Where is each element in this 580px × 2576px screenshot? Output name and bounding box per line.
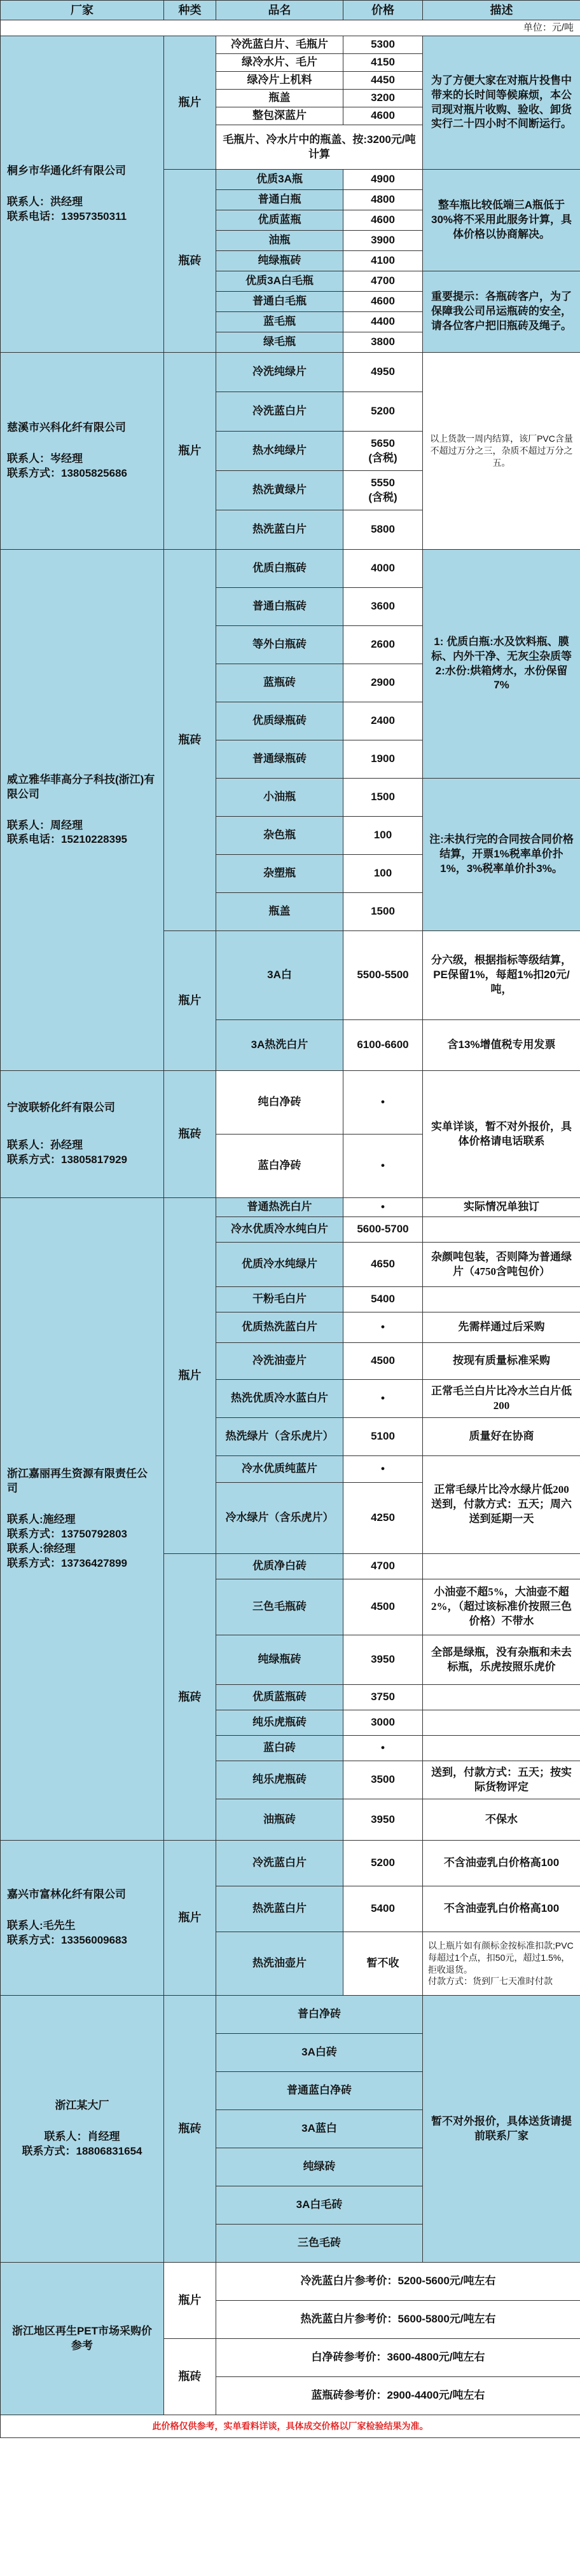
kind-label: 瓶片 — [164, 931, 216, 1071]
product-price: 4650 — [343, 1243, 423, 1287]
col-price: 价格 — [343, 1, 423, 20]
product-name: 等外白瓶砖 — [216, 626, 343, 664]
product-price: 4950 — [343, 353, 423, 392]
factory-market-reference: 浙江地区再生PET市场采购价参考 — [1, 2263, 164, 2415]
product-name: 热洗优质冷水蓝白片 — [216, 1380, 343, 1418]
product-price: 5500-5500 — [343, 931, 423, 1020]
desc-cell: 杂颜吨包装，否则降为普通绿片（4750含吨包价） — [423, 1243, 580, 1287]
product-price: 3200 — [343, 90, 423, 107]
product-name: 纯乐虎瓶砖 — [216, 1761, 343, 1799]
header-row — [1, 1, 580, 20]
product-name: 三色毛瓶砖 — [216, 1579, 343, 1635]
product-name: 冷洗油壶片 — [216, 1343, 343, 1380]
kind-label: 瓶片 — [164, 353, 216, 550]
desc-cell — [423, 1710, 580, 1736]
product-name: 3A热洗白片 — [216, 1020, 343, 1071]
product-price: 5200 — [343, 392, 423, 432]
desc-cell: 分六级，根据指标等级结算，PE保留1%，每超1%扣20元/吨， — [423, 931, 580, 1020]
reference-price: 白净砖参考价：3600-4800元/吨左右 — [216, 2339, 580, 2377]
product-price: 4000 — [343, 550, 423, 588]
product-name: 瓶盖 — [216, 893, 343, 931]
product-name: 热洗蓝白片 — [216, 1886, 343, 1932]
product-price: 5650 (含税) — [343, 432, 423, 471]
product-note: 毛瓶片、冷水片中的瓶盖、按:3200元/吨计算 — [216, 125, 423, 170]
desc-cell: 重要提示：各瓶砖客户，为了保障我公司吊运瓶砖的安全，请各位客户把旧瓶砖及绳子。 — [423, 271, 580, 353]
desc-cell: 整车瓶比较低端三A瓶低于30%将不采用此服务计算，具体价格以协商解决。 — [423, 170, 580, 271]
kind-label: 瓶砖 — [164, 170, 216, 353]
desc-cell: 全部是绿瓶，没有杂瓶和未去标瓶，乐虎按照乐虎价 — [423, 1635, 580, 1685]
product-name: 普白净砖 — [216, 1996, 423, 2034]
product-price: 5400 — [343, 1886, 423, 1932]
kind-label: 瓶砖 — [164, 2339, 216, 2415]
product-price: 4600 — [343, 210, 423, 231]
product-name: 普通热洗白片 — [216, 1198, 343, 1217]
product-price: 3600 — [343, 588, 423, 626]
kind-label: 瓶砖 — [164, 1554, 216, 1841]
product-price: 4700 — [343, 1554, 423, 1579]
product-name: 优质绿瓶砖 — [216, 702, 343, 740]
product-price: 1500 — [343, 893, 423, 931]
factory-veolia: 威立雅华菲高分子科技(浙江)有限公司 联系人：周经理 联系电话：15210228395 — [1, 550, 164, 1071]
product-name: 绿毛瓶 — [216, 332, 343, 353]
product-price: 3000 — [343, 1710, 423, 1736]
product-name: 3A蓝白 — [216, 2110, 423, 2148]
product-price: 暂不收 — [343, 1932, 423, 1996]
product-name: 优质3A瓶 — [216, 170, 343, 190]
product-name: 油瓶 — [216, 231, 343, 251]
product-name: 优质热洗蓝白片 — [216, 1312, 343, 1343]
desc-cell — [423, 1736, 580, 1761]
desc-cell: 先需样通过后采购 — [423, 1312, 580, 1343]
col-product: 品名 — [216, 1, 343, 20]
product-name: 优质净白砖 — [216, 1554, 343, 1579]
factory-fulin: 嘉兴市富林化纤有限公司 联系人:毛先生 联系方式：13356009683 — [1, 1841, 164, 1996]
factory-zhejiang-big: 浙江某大厂 联系人：肖经理 联系方式：18806831654 — [1, 1996, 164, 2263]
product-name: 热洗油壶片 — [216, 1932, 343, 1996]
product-name: 优质白瓶砖 — [216, 550, 343, 588]
product-price: 4600 — [343, 292, 423, 312]
footer-disclaimer: 此价格仅供参考，实单看料详谈，具体成交价格以厂家检验结果为准。 — [1, 2415, 580, 2438]
product-name: 纯绿瓶砖 — [216, 251, 343, 271]
product-price: 4450 — [343, 72, 423, 90]
product-name: 冷洗蓝白片、毛瓶片 — [216, 36, 343, 54]
product-price: 2900 — [343, 664, 423, 702]
product-price: 3950 — [343, 1799, 423, 1841]
product-name: 干粉毛白片 — [216, 1287, 343, 1312]
product-price: 3750 — [343, 1685, 423, 1710]
product-name: 冷洗蓝白片 — [216, 1841, 343, 1886]
product-name: 蓝毛瓶 — [216, 312, 343, 332]
desc-cell: 小油壶不超5%，大油壶不超2%，（超过该标准价按照三色价格）不带水 — [423, 1579, 580, 1635]
product-price: • — [343, 1135, 423, 1198]
product-price: 4500 — [343, 1343, 423, 1380]
desc-cell: 注:未执行完的合同按合同价格结算，开票1%税率单价扑1%，3%税率单价扑3%。 — [423, 779, 580, 931]
col-kind: 种类 — [164, 1, 216, 20]
product-price: • — [343, 1198, 423, 1217]
product-name: 冷洗蓝白片 — [216, 392, 343, 432]
desc-cell: 正常毛兰白片比冷水兰白片低200 — [423, 1380, 580, 1418]
product-name: 蓝白砖 — [216, 1736, 343, 1761]
product-price: 5300 — [343, 36, 423, 54]
product-price: 3900 — [343, 231, 423, 251]
product-name: 3A白毛砖 — [216, 2186, 423, 2225]
product-name: 优质3A白毛瓶 — [216, 271, 343, 292]
product-price: 3500 — [343, 1761, 423, 1799]
desc-cell: 质量好在协商 — [423, 1418, 580, 1456]
product-price: 4500 — [343, 1579, 423, 1635]
desc-cell: 以上瓶片如有颜标金按标准扣款;PVC每超过1个点，扣50元，超过1.5%，拒收退货。 付款方式：货到厂七天准时付款 — [423, 1932, 580, 1996]
product-name: 油瓶砖 — [216, 1799, 343, 1841]
kind-label: 瓶片 — [164, 1841, 216, 1996]
desc-cell: 为了方便大家在对瓶片投售中带来的长时间等候麻烦，本公司现对瓶片收购、验收、卸货实行二十四小时不间断运行。 — [423, 36, 580, 170]
product-name: 绿冷水片、毛片 — [216, 54, 343, 72]
product-price: 3800 — [343, 332, 423, 353]
desc-cell: 按现有质量标准采购 — [423, 1343, 580, 1380]
product-name: 三色毛砖 — [216, 2225, 423, 2263]
product-price: 100 — [343, 855, 423, 893]
desc-cell — [423, 1217, 580, 1243]
desc-cell: 含13%增值税专用发票 — [423, 1020, 580, 1071]
product-name: 热洗绿片（含乐虎片） — [216, 1418, 343, 1456]
product-price: 4400 — [343, 312, 423, 332]
product-price: 1900 — [343, 740, 423, 779]
product-name: 普通白瓶 — [216, 190, 343, 210]
product-name: 优质蓝瓶砖 — [216, 1685, 343, 1710]
product-price: 4600 — [343, 107, 423, 125]
product-name: 杂塑瓶 — [216, 855, 343, 893]
product-price: 4150 — [343, 54, 423, 72]
kind-label: 瓶片 — [164, 36, 216, 170]
product-name: 蓝白净砖 — [216, 1135, 343, 1198]
desc-cell: 正常毛绿片比冷水绿片低200 送到，付款方式：五天；周六送到延期一天 — [423, 1456, 580, 1554]
product-price: • — [343, 1736, 423, 1761]
kind-label: 瓶片 — [164, 2263, 216, 2339]
product-name: 纯绿砖 — [216, 2148, 423, 2186]
product-price: 4800 — [343, 190, 423, 210]
product-name: 普通白瓶砖 — [216, 588, 343, 626]
product-price: 5600-5700 — [343, 1217, 423, 1243]
product-name: 热水纯绿片 — [216, 432, 343, 471]
kind-label: 瓶片 — [164, 1198, 216, 1554]
product-price: • — [343, 1071, 423, 1135]
product-name: 热洗蓝白片 — [216, 510, 343, 550]
reference-price: 蓝瓶砖参考价：2900-4400元/吨左右 — [216, 2377, 580, 2415]
product-name: 热洗黄绿片 — [216, 471, 343, 510]
product-price: • — [343, 1312, 423, 1343]
reference-price: 冷洗蓝白片参考价：5200-5600元/吨左右 — [216, 2263, 580, 2301]
product-name: 小油瓶 — [216, 779, 343, 817]
product-name: 冷水绿片（含乐虎片） — [216, 1483, 343, 1554]
product-name: 优质蓝瓶 — [216, 210, 343, 231]
desc-cell: 送到，付款方式：五天；按实际货物评定 — [423, 1761, 580, 1799]
factory-jiali: 浙江嘉丽再生资源有限责任公司 联系人:施经理 联系方式：13750792803 联系人:徐经理 联系方式：13736427899 — [1, 1198, 164, 1841]
factory-xingke: 慈溪市兴科化纤有限公司 联系人：岑经理 联系方式：13805825686 — [1, 353, 164, 550]
product-name: 纯白净砖 — [216, 1071, 343, 1135]
product-name: 优质冷水纯绿片 — [216, 1243, 343, 1287]
product-name: 3A白砖 — [216, 2034, 423, 2072]
product-price: • — [343, 1456, 423, 1483]
product-name: 整包深蓝片 — [216, 107, 343, 125]
desc-cell: 1: 优质白瓶:水及饮料瓶、膜标、内外干净、无灰尘杂质等 2:水份:烘箱烤水，水份保留7% — [423, 550, 580, 779]
product-price: 5100 — [343, 1418, 423, 1456]
product-price: 1500 — [343, 779, 423, 817]
product-price: 4700 — [343, 271, 423, 292]
desc-cell: 实单详谈，暂不对外报价，具体价格请电话联系 — [423, 1071, 580, 1198]
product-name: 绿冷片上机料 — [216, 72, 343, 90]
product-price: 2400 — [343, 702, 423, 740]
product-price: 6100-6600 — [343, 1020, 423, 1071]
desc-cell — [423, 1287, 580, 1312]
product-name: 冷洗纯绿片 — [216, 353, 343, 392]
product-name: 普通蓝白净砖 — [216, 2072, 423, 2110]
product-price: 100 — [343, 817, 423, 855]
desc-cell — [423, 1685, 580, 1710]
desc-cell: 以上货款一周内结算，该厂PVC含量不超过万分之三，杂质不超过万分之五。 — [423, 353, 580, 550]
product-price: 5550 (含税) — [343, 471, 423, 510]
product-price: 4250 — [343, 1483, 423, 1554]
desc-cell: 实际情况单独订 — [423, 1198, 580, 1217]
product-price: 5200 — [343, 1841, 423, 1886]
factory-huatong: 桐乡市华通化纤有限公司 联系人：洪经理 联系电话：13957350311 — [1, 36, 164, 353]
desc-cell: 不含油壶乳白价格高100 — [423, 1841, 580, 1886]
product-name: 蓝瓶砖 — [216, 664, 343, 702]
product-name: 普通白毛瓶 — [216, 292, 343, 312]
product-name: 冷水优质纯蓝片 — [216, 1456, 343, 1483]
product-name: 杂色瓶 — [216, 817, 343, 855]
col-factory: 厂家 — [1, 1, 164, 20]
kind-label: 瓶砖 — [164, 1071, 216, 1198]
product-price: 5400 — [343, 1287, 423, 1312]
product-name: 瓶盖 — [216, 90, 343, 107]
desc-cell — [423, 1554, 580, 1579]
product-name: 普通绿瓶砖 — [216, 740, 343, 779]
product-price: 4900 — [343, 170, 423, 190]
reference-price: 热洗蓝白片参考价：5600-5800元/吨左右 — [216, 2301, 580, 2339]
desc-cell: 不含油壶乳白价格高100 — [423, 1886, 580, 1932]
product-price: 3950 — [343, 1635, 423, 1685]
product-name: 冷水优质冷水纯白片 — [216, 1217, 343, 1243]
unit-label: 单位：元/吨 — [1, 20, 580, 36]
col-desc: 描述 — [423, 1, 580, 20]
desc-cell: 暂不对外报价，具体送货请提前联系厂家 — [423, 1996, 580, 2263]
product-price: 5800 — [343, 510, 423, 550]
kind-label: 瓶砖 — [164, 1996, 216, 2263]
product-price: 4100 — [343, 251, 423, 271]
product-price: • — [343, 1380, 423, 1418]
factory-lianjiao: 宁波联轿化纤有限公司 联系人：孙经理 联系方式：13805817929 — [1, 1071, 164, 1198]
product-price: 2600 — [343, 626, 423, 664]
desc-cell: 不保水 — [423, 1799, 580, 1841]
product-name: 纯绿瓶砖 — [216, 1635, 343, 1685]
kind-label: 瓶砖 — [164, 550, 216, 931]
product-name: 3A白 — [216, 931, 343, 1020]
product-name: 纯乐虎瓶砖 — [216, 1710, 343, 1736]
